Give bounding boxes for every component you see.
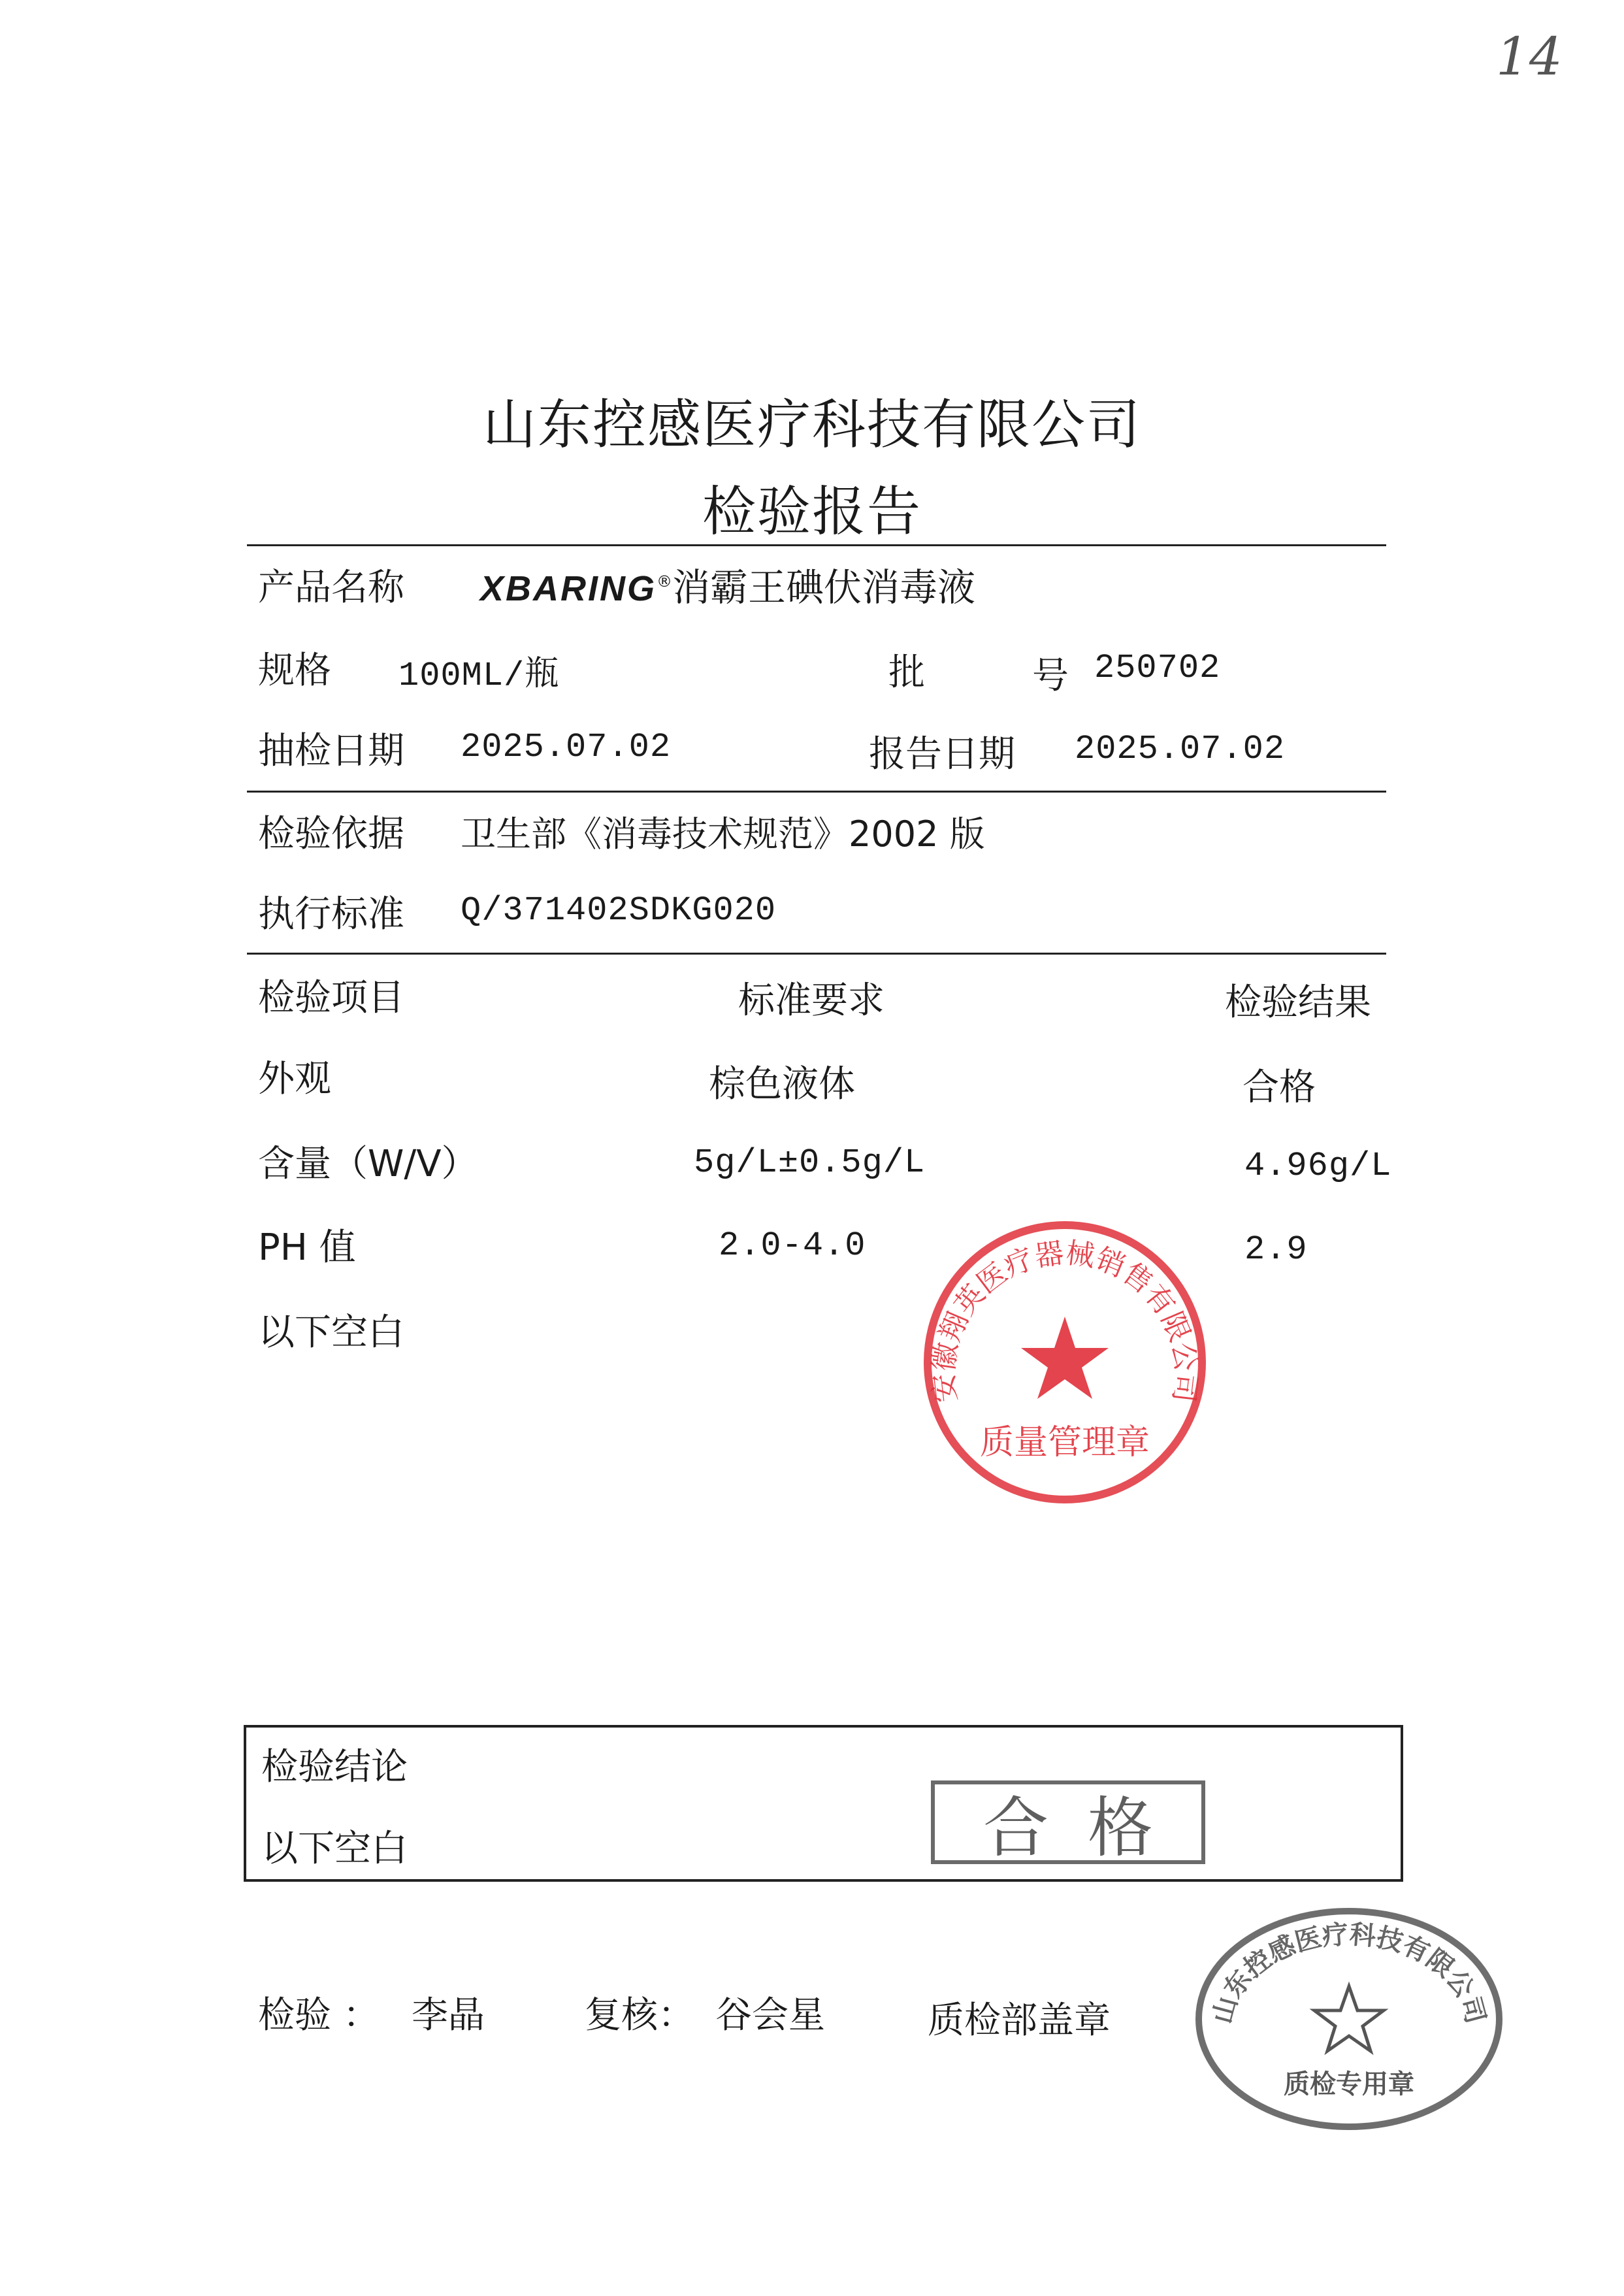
- standard-value: Q/371402SDKG020: [461, 891, 777, 930]
- dept-seal-label: 质检部盖章: [928, 1999, 1111, 2042]
- seal-bottom-text: 质量管理章: [979, 1423, 1150, 1462]
- row-2-item: 含量（W/V）: [258, 1143, 478, 1185]
- reviewer-label: 复核：: [585, 1994, 694, 2037]
- sample-date-value: 2025.07.02: [461, 728, 672, 766]
- inspector-label: 检验 ：: [258, 1994, 380, 2037]
- conclusion-blank-note: 以下空白: [261, 1828, 408, 1870]
- seal-star-icon: [1021, 1317, 1109, 1399]
- divider-mid-2: [247, 953, 1386, 955]
- quality-management-seal: [915, 1212, 1215, 1513]
- row-1-item: 外观: [258, 1058, 331, 1100]
- table-blank-note: 以下空白: [258, 1311, 404, 1354]
- seal-bottom-text: 质检专用章: [1284, 2069, 1414, 2099]
- reviewer-name: 谷会星: [715, 1994, 825, 2037]
- seal-star-icon: [1314, 1986, 1384, 2051]
- conclusion-box: [244, 1725, 1403, 1882]
- row-3-item: PH 值: [258, 1226, 356, 1269]
- col-header-result: 检验结果: [1225, 981, 1371, 1024]
- col-header-requirement: 标准要求: [738, 979, 885, 1022]
- divider-top: [247, 544, 1386, 546]
- report-date-label: 报告日期: [869, 733, 1015, 776]
- company-title: 山东控感医疗科技有限公司: [482, 394, 1141, 456]
- standard-label: 执行标准: [258, 893, 404, 936]
- product-name-value: [480, 557, 975, 612]
- row-2-requirement: 5g/L±0.5g/L: [694, 1143, 926, 1182]
- row-2-result: 4.96g/L: [1244, 1147, 1392, 1185]
- pass-stamp: 合格: [931, 1780, 1205, 1864]
- product-name: 消霸王碘伏消毒液: [672, 565, 976, 610]
- row-3-result: 2.9: [1244, 1230, 1308, 1269]
- report-title: 检验报告: [702, 481, 922, 543]
- basis-label: 检验依据: [258, 813, 404, 855]
- qc-dept-seal: [1186, 1898, 1512, 2140]
- spec-value: 100ML/瓶: [398, 657, 560, 695]
- sample-date-label: 抽检日期: [258, 730, 404, 772]
- batch-label-1: 批: [888, 651, 925, 694]
- product-name-label: 产品名称: [258, 566, 404, 609]
- divider-mid-1: [247, 791, 1386, 793]
- inspector-name: 李晶: [412, 1994, 485, 2037]
- row-1-requirement: 棕色液体: [709, 1063, 855, 1106]
- report-date-value: 2025.07.02: [1075, 730, 1286, 768]
- seal-ring-text: 山东控感医疗科技有限公司: [1207, 1919, 1491, 2027]
- seal-ring-text: 安徽翔英医疗器械销售有限公司: [926, 1236, 1203, 1404]
- handwritten-page-number: 14: [1496, 26, 1563, 87]
- col-header-item: 检验项目: [258, 977, 404, 1019]
- row-1-result: 合格: [1242, 1066, 1316, 1109]
- spec-label: 规格: [258, 649, 331, 692]
- conclusion-label: 检验结论: [261, 1746, 408, 1788]
- registered-mark: ®: [657, 572, 673, 591]
- brand-logo: XBARING: [480, 569, 657, 608]
- basis-value: 卫生部《消毒技术规范》2002 版: [461, 813, 985, 855]
- batch-label-2: 号: [1032, 655, 1069, 697]
- row-3-requirement: 2.0-4.0: [719, 1226, 866, 1265]
- batch-value: 250702: [1094, 649, 1221, 687]
